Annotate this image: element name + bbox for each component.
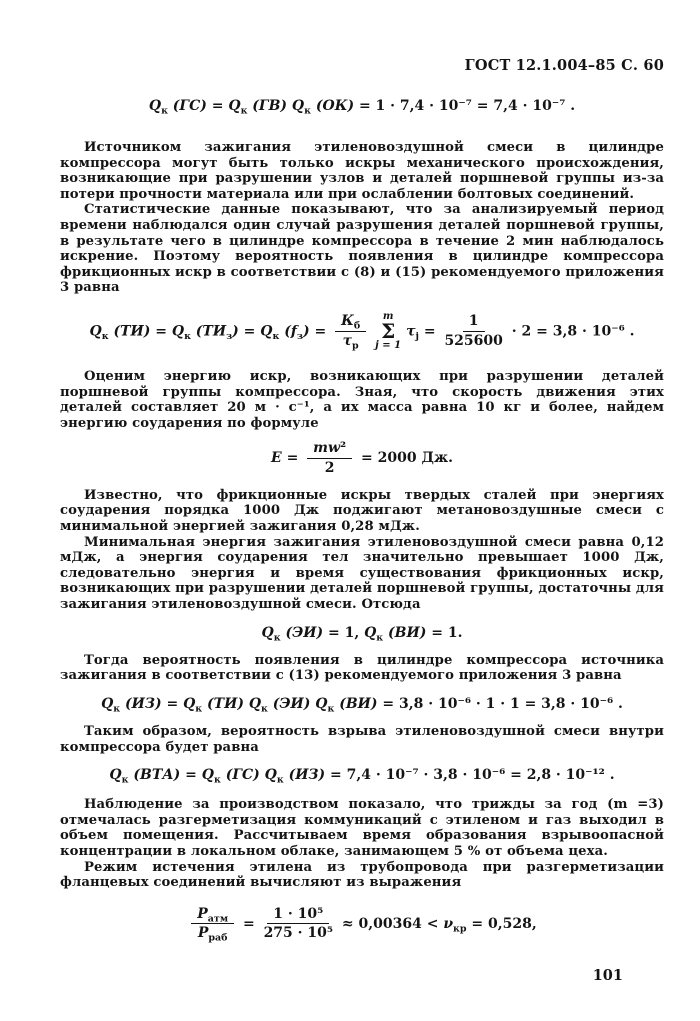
paragraph-then-probability: Тогда вероятность появления в цилиндре компрессора источника зажигания в соответствии с (13) рекомендуемого приложения 3 равна [60,652,664,684]
formula-token: ) [302,323,315,340]
fraction-denominator [342,332,359,352]
formula-token: 1 [468,313,479,330]
formula-token: ) [232,323,244,340]
formula-qk-ei-vi [60,624,664,644]
formula-token: = [243,323,261,340]
paragraph-outflow-mode: Режим истечения этилена из трубопровода при разгерметизации фланцевых соединений вычисляют из выражения [60,859,664,891]
formula-token: = [286,450,304,467]
formula-token: ² [340,440,347,457]
formula-token: τ [406,323,416,340]
formula-subscript: к [113,703,121,715]
formula-subscript: к [184,331,191,343]
fraction-numerator [307,441,352,459]
formula-token: P [197,905,208,922]
formula-token: Q [101,695,114,712]
formula-token: E [271,450,287,467]
formula-subscript: к [376,632,384,644]
fraction-denominator [197,924,228,944]
formula-token: Q [109,767,122,784]
formula-qk-gs [60,98,664,117]
fraction [264,907,333,941]
formula-subscript: к [276,774,284,786]
formula-token: 275 · 10⁵ [263,925,334,942]
formula-token: Q [228,98,241,114]
formula-token: = [418,323,441,340]
summation [375,312,401,351]
formula-energy [60,441,664,475]
formula-token: P [197,925,209,942]
formula-qk-vta [60,767,664,786]
formula-token: (f [279,323,297,340]
sum-upper-limit: m [382,311,394,323]
fraction-numerator [335,314,366,332]
formula-token: (ГВ) Q [247,98,305,114]
formula-token: (ТИ [190,323,227,340]
paragraph-observation: Наблюдение за производством показало, что трижды за год (m =3) отмечалась разгерметизация коммуникаций с этиленом и газ выходил в объем помещения. Рассчитываем время образования взрывоопасной концентрации в локальном облаке, занимающем 5 % от объема цеха. [60,797,664,859]
formula-token: (ВТА) [128,767,186,784]
paragraph-statistics: Статистические данные показывают, что за анализируемый период времени наблюдался один случай разрушения деталей поршневой группы, в результате чего в цилиндре компрессора в течение 2 мин наблюдалось искрение. Поэтому вероятность появления в цилиндре компрессора фрикционных искр в соответствии с (8) и (15) рекомендуемого приложения 3 равна [60,202,664,296]
formula-subscript: к [304,105,312,117]
formula-pressure-ratio [60,905,664,944]
paragraph-friction-sparks: Известно, что фрикционные искры твердых сталей при энергиях соударения порядка 1000 Дж поджигают метановоздушные смеси с минимальной энергией зажигания 0,28 мДж. [60,487,664,534]
formula-token: К [341,313,354,330]
formula-subscript: к [195,703,203,715]
formula-subscript: к [261,703,268,715]
formula-subscript: к [272,331,280,343]
formula-token: = [314,323,332,340]
formula-token: = 0,528, [466,915,537,932]
page-header: ГОСТ 12.1.004–85 С. 60 [464,57,664,74]
formula-token: 2 [324,460,335,477]
formula-token: (ЭИ) Q [267,695,328,712]
formula-token: = 1. [431,624,463,641]
formula-token: (ОК) [311,98,359,114]
formula-token: ν [443,915,454,932]
formula-token: (ГС) Q [220,767,277,784]
formula-token: Q [261,624,274,641]
sigma-icon: Σ [381,319,396,344]
formula-token: = [211,98,229,114]
formula-token: = [166,695,184,712]
formula-subscript: б [353,320,361,332]
formula-token: Q [148,98,162,114]
formula-subscript: к [101,331,109,343]
formula-subscript: з [226,331,233,343]
formula-subscript: атм [207,913,229,925]
fraction-denominator [264,924,333,941]
formula-token: = 7,4 · 10⁻⁷ · 3,8 · 10⁻⁶ = 2,8 · 10⁻¹² . [330,767,615,784]
formula-subscript: кр [453,923,467,935]
paragraph-spark-energy: Оценим энергию искр, возникающих при разрушении деталей поршневой группы компрессора. Зная, что скорость движения этих деталей составляет 20 м · с⁻¹, а их масса равна 10 кг и более, найдем энергию соударения по формуле [60,369,664,431]
formula-subscript: к [327,703,335,715]
formula-token: (ИЗ) [283,767,331,784]
fraction-denominator [325,459,335,476]
formula-token: mw [313,440,341,457]
formula-token: = 3,8 · 10⁻⁶ · 1 · 1 = 3,8 · 10⁻⁶ . [382,695,623,712]
paragraph-min-energy: Минимальная энергия зажигания этиленовоздушной смеси равна 0,12 мДж, а энергия соударения тел значительно превышает 1000 Дж, следовательно энергия и время существования фрикционных искр, возникающих при разрушении деталей поршневой группы, достаточны для зажигания этиленовоздушной смеси. Отсюда [60,534,664,612]
formula-token: = 2000 Дж. [356,450,453,467]
sum-lower-limit: j = 1 [375,340,402,352]
formula-token: ≈ 0,00364 < [337,915,444,932]
formula-token: (ГС) [167,98,212,114]
fraction [335,313,366,352]
formula-token: (ЭИ) [280,624,328,641]
formula-token: = [238,915,260,932]
fraction [444,314,502,348]
formula-token: 1 · 10⁵ [273,905,324,922]
paragraph-thus-explosion: Таким образом, вероятность взрыва этиленовоздушной смеси внутри компрессора будет равна [60,723,664,755]
formula-token: 525600 [444,333,503,350]
formula-token: Q [260,323,273,340]
formula-subscript: к [161,105,168,117]
formula-token: (ВИ) [383,624,432,641]
formula-qk-ti-sum [60,312,664,351]
formula-token: (ИЗ) [120,695,167,712]
formula-token: (ТИ) [108,323,156,340]
fraction-numerator [267,907,329,925]
fraction-denominator [444,332,502,349]
formula-token: (ВИ) [334,695,383,712]
formula-subscript: к [213,774,221,786]
paragraph-ignition-source: Источником зажигания этиленовоздушной смеси в цилиндре компрессора могут быть только искры механического происхождения, возникающие при разрушении узлов и деталей поршневой группы из-за потери прочности материала или при ослаблении болтовых соединений. [60,140,664,202]
formula-token: = 1, [327,624,365,641]
formula-subscript: к [240,105,248,117]
formula-token: Q [89,323,102,340]
fraction-numerator [191,907,234,925]
fraction-numerator [463,314,485,332]
formula-token: Q [364,624,377,641]
formula-token: · 2 = 3,8 · 10⁻⁶ . [506,323,635,340]
formula-token: Q [201,767,214,784]
formula-subscript: раб [208,932,228,944]
formula-token: Q [183,695,196,712]
page-number: 101 [592,967,623,985]
formula-token: = [185,767,202,784]
formula-subscript: р [352,340,359,352]
formula-qk-iz [60,695,664,715]
formula-subscript: к [121,774,129,786]
formula-token: τ [342,333,352,350]
fraction [307,441,352,475]
formula-subscript: з [296,331,303,343]
fraction [191,905,234,944]
formula-subscript: j [415,331,419,343]
formula-token: = [155,323,172,340]
formula-token: (ТИ) Q [202,695,262,712]
formula-token: Q [171,323,185,340]
formula-subscript: к [273,632,281,644]
formula-token: = 1 · 7,4 · 10⁻⁷ = 7,4 · 10⁻⁷ . [358,98,576,114]
